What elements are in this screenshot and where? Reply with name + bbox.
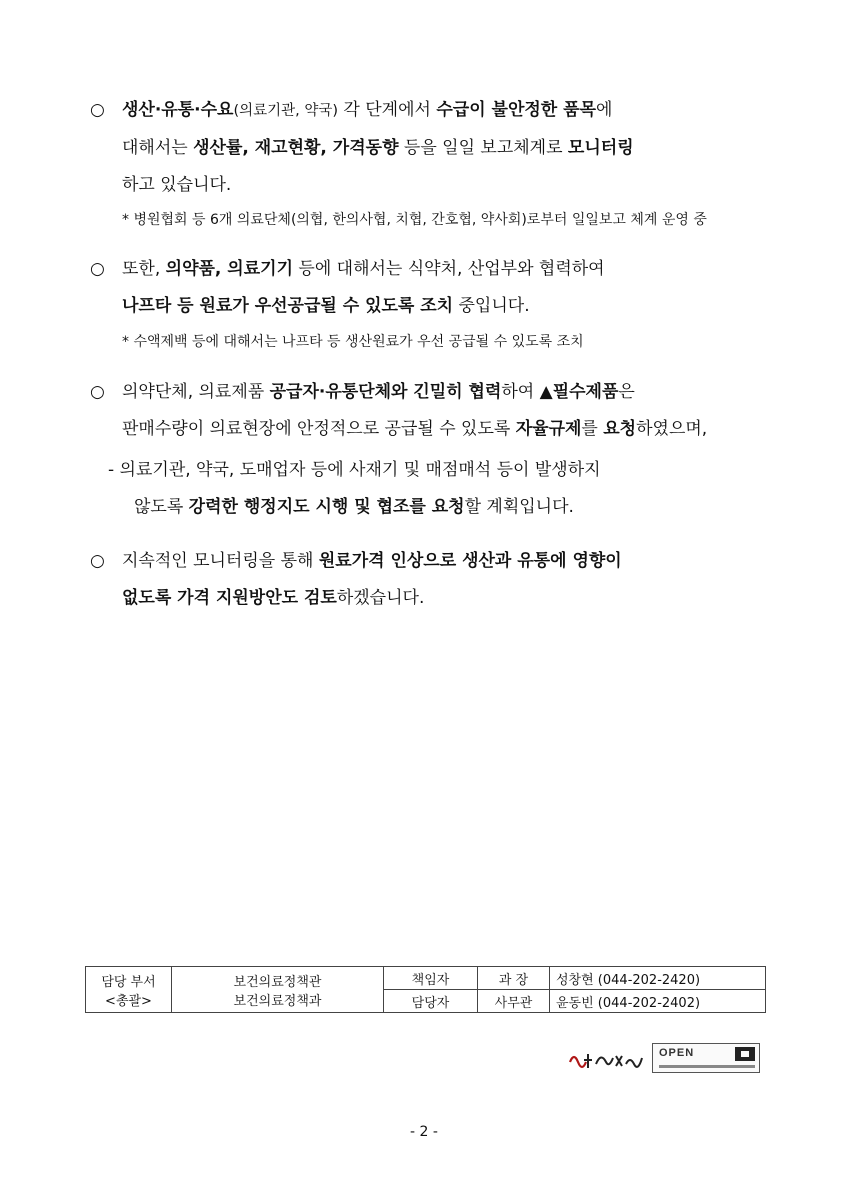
contact-table (85, 966, 766, 1013)
role-cell: 책임자 (384, 967, 478, 990)
person-cell: 성창현 (044-202-2420) (550, 967, 766, 990)
dash-item-administrative-guidance (108, 452, 601, 526)
circle-bullet: ○ (90, 382, 105, 402)
note-iv-bags: * 수액제백 등에 대해서는 나프타 등 생산원료가 우선 공급될 수 있도록 조치 (122, 334, 584, 350)
paragraph-price-support (90, 543, 780, 617)
open-government-logo: OPEN (652, 1043, 760, 1073)
dept-label-cell: 담당 부서 <총괄> (86, 967, 172, 1013)
dash-line1: - 의료기관, 약국, 도매업자 등에 사재기 및 매점매석 등이 발생하지 (108, 460, 601, 480)
paragraph-supply-monitoring (90, 92, 780, 204)
dash-line2: 않도록 강력한 행정지도 시행 및 협조를 요청할 계획입니다. (134, 497, 574, 517)
page-number: - 2 - (410, 1124, 438, 1140)
person-cell: 윤동빈 (044-202-2402) (550, 990, 766, 1013)
para1-line1: ○ 생산·유통·수요(의료기관, 약국) 각 단계에서 수급이 불안정한 품목에 (90, 92, 780, 130)
para2-line1: ○ 또한, 의약품, 의료기기 등에 대해서는 식약처, 산업부와 협력하여 (90, 251, 780, 288)
dept-name-cell: 보건의료정책관 보건의료정책과 (172, 967, 384, 1013)
role-cell: 담당자 (384, 990, 478, 1013)
para1-line2: 대해서는 생산률, 재고현황, 가격동향 등을 일일 보고체계로 모니터링 (122, 138, 634, 158)
note-medical-associations: * 병원협회 등 6개 의료단체(의협, 한의사협, 치협, 간호협, 약사회)로부터 일일보고 체계 운영 중 (122, 212, 707, 228)
para4-line2: 없도록 가격 지원방안도 검토하겠습니다. (122, 588, 425, 608)
dash-marker: - (108, 460, 115, 480)
slogan-handwriting-logo (568, 1046, 648, 1072)
circle-bullet: ○ (90, 259, 105, 279)
circle-bullet: ○ (90, 100, 105, 120)
para3-line1: ○ 의약단체, 의료제품 공급자·유통단체와 긴밀히 협력하여 ▲필수제품은 (90, 374, 780, 411)
open-square-icon (735, 1047, 755, 1061)
title-cell: 과 장 (478, 967, 550, 990)
table-row (86, 967, 766, 990)
para2-line2: 나프타 등 원료가 우선공급될 수 있도록 조치 중입니다. (122, 296, 530, 316)
open-bar-decoration (659, 1065, 755, 1068)
circle-bullet: ○ (90, 551, 105, 571)
paragraph-naphtha-supply (90, 251, 780, 325)
para4-line1: ○ 지속적인 모니터링을 통해 원료가격 인상으로 생산과 유통에 영향이 (90, 543, 780, 580)
title-cell: 사무관 (478, 990, 550, 1013)
paragraph-self-regulation (90, 374, 780, 448)
para3-line2: 판매수량이 의료현장에 안정적으로 공급될 수 있도록 자율규제를 요청하였으며, (122, 419, 708, 439)
footer-logos (568, 1040, 758, 1076)
para1-line3: 하고 있습니다. (122, 175, 232, 195)
